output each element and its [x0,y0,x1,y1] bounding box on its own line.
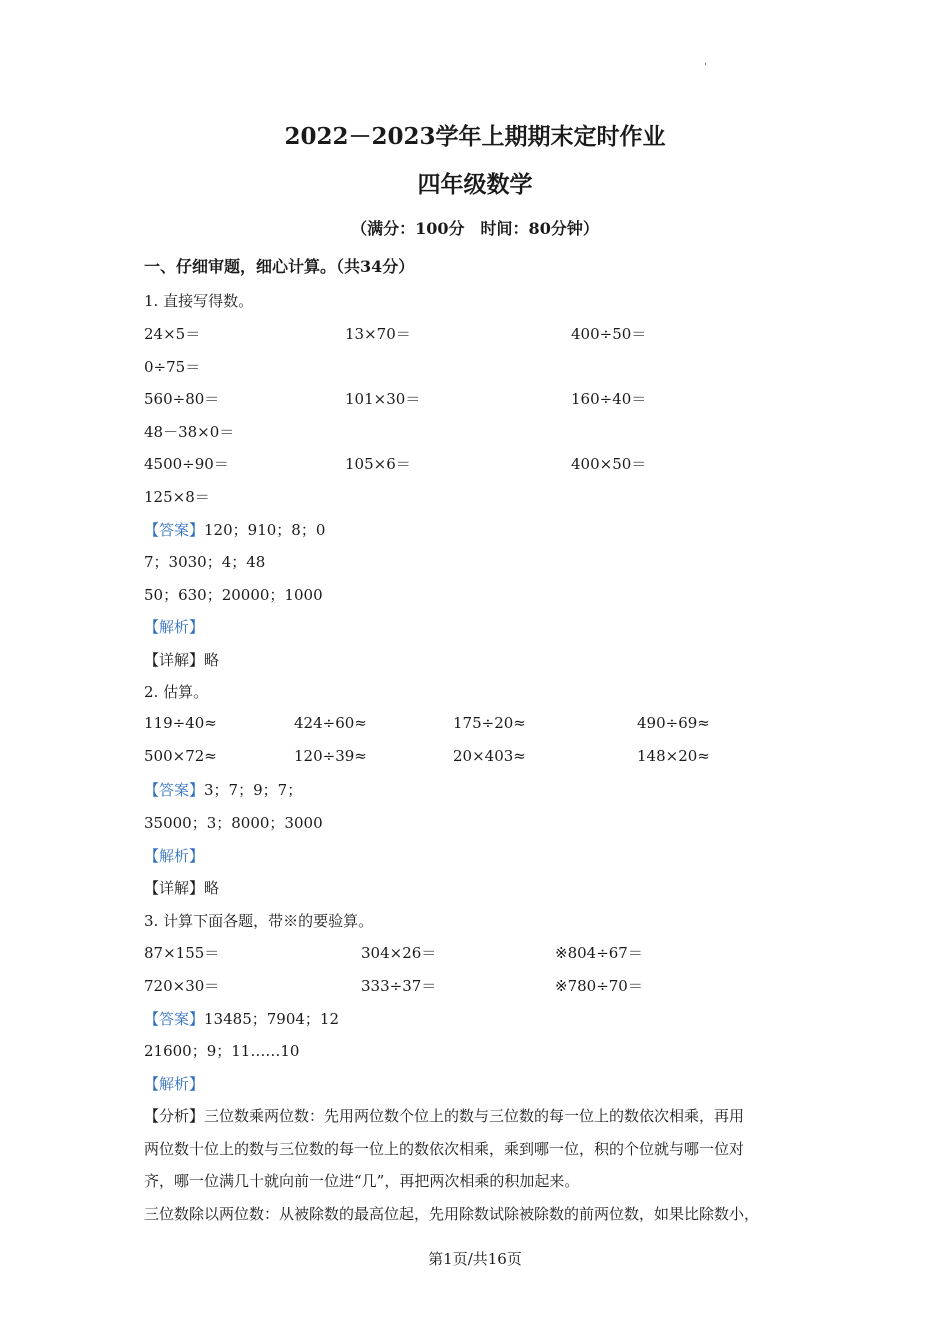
q2-answer-line: 35000；3；8000；3000 [144,814,323,832]
answer-text: 13485；7904；12 [204,1010,339,1028]
q3-answer-line: 21600；9；11……10 [144,1042,300,1060]
q3-fenxi-line: 三位数除以两位数：从被除数的最高位起，先用除数试除被除数的前两位数，如果比除数小， [144,1205,760,1223]
q2-item: 119÷40≈ [144,714,217,732]
q2-item: 424÷60≈ [294,714,367,732]
q3-answer [144,1008,339,1029]
q2-analysis-tag: 【解析】 [144,847,205,865]
question-3-label: 3. 计算下面各题，带※的要验算。 [144,912,374,930]
q2-item: 20×403≈ [453,747,526,765]
q2-item: 500×72≈ [144,747,217,765]
q1-item: 400÷50＝ [571,325,647,343]
section-heading: 一、仔细审题，细心计算。（共34分） [144,257,415,276]
question-1-label: 1. 直接写得数。 [144,292,254,310]
q1-item: 400×50＝ [571,455,647,473]
q1-item: 560÷80＝ [144,390,220,408]
q3-item: 720×30＝ [144,977,220,995]
answer-tag: 【答案】 [144,521,205,539]
q1-detail [144,649,219,670]
page-number: 第1页/共16页 [428,1250,522,1268]
q1-item: 0÷75＝ [144,358,201,376]
q3-item: ※780÷70＝ [555,977,643,995]
q1-answer-line: 50；630；20000；1000 [144,586,323,604]
q3-analysis-tag: 【解析】 [144,1075,205,1093]
q3-fenxi-line: 两位数十位上的数与三位数的每一位上的数依次相乘，乘到哪一位，积的个位就与哪一位对 [144,1140,745,1158]
q1-item: 4500÷90＝ [144,455,229,473]
q1-item: 24×5＝ [144,325,201,343]
q1-answer-line: 7；3030；4；48 [144,553,266,571]
q1-item: 13×70＝ [345,325,411,343]
corner-mark: ' [704,62,707,73]
detail-tag: 【详解】 [144,879,205,897]
q3-item: ※804÷67＝ [555,944,643,962]
q3-item: 304×26＝ [361,944,437,962]
doc-score-time: （满分：100分 时间：80分钟） [351,219,599,238]
doc-subject: 四年级数学 [417,171,533,198]
answer-tag: 【答案】 [144,1010,205,1028]
fenxi-text: 三位数乘两位数：先用两位数个位上的数与三位数的每一位上的数依次相乘，再用 [204,1107,745,1125]
q1-item: 160÷40＝ [571,390,647,408]
q1-item: 105×6＝ [345,455,411,473]
q1-item: 48－38×0＝ [144,423,235,441]
q2-item: 175÷20≈ [453,714,526,732]
q2-detail [144,877,219,898]
q1-item: 101×30＝ [345,390,421,408]
question-2-label: 2. 估算。 [144,683,209,701]
answer-tag: 【答案】 [144,781,205,799]
q2-item: 148×20≈ [637,747,710,765]
q3-fenxi-line: 齐，哪一位满几十就向前一位进“几”，再把两次相乘的积加起来。 [144,1172,580,1190]
detail-text: 略 [204,879,220,897]
q3-fenxi [144,1105,744,1126]
q2-item: 490÷69≈ [637,714,710,732]
detail-tag: 【详解】 [144,651,205,669]
q3-item: 87×155＝ [144,944,220,962]
q1-item: 125×8＝ [144,488,210,506]
q2-answer [144,779,302,800]
q3-item: 333÷37＝ [361,977,437,995]
doc-title: 2022－2023学年上期期末定时作业 [284,123,666,150]
answer-text: 3；7；9；7； [204,781,303,799]
detail-text: 略 [204,651,220,669]
answer-text: 120；910；8；0 [204,521,326,539]
q2-item: 120÷39≈ [294,747,367,765]
q1-analysis-tag: 【解析】 [144,618,205,636]
fenxi-tag: 【分析】 [144,1107,205,1125]
q1-answer [144,519,325,540]
